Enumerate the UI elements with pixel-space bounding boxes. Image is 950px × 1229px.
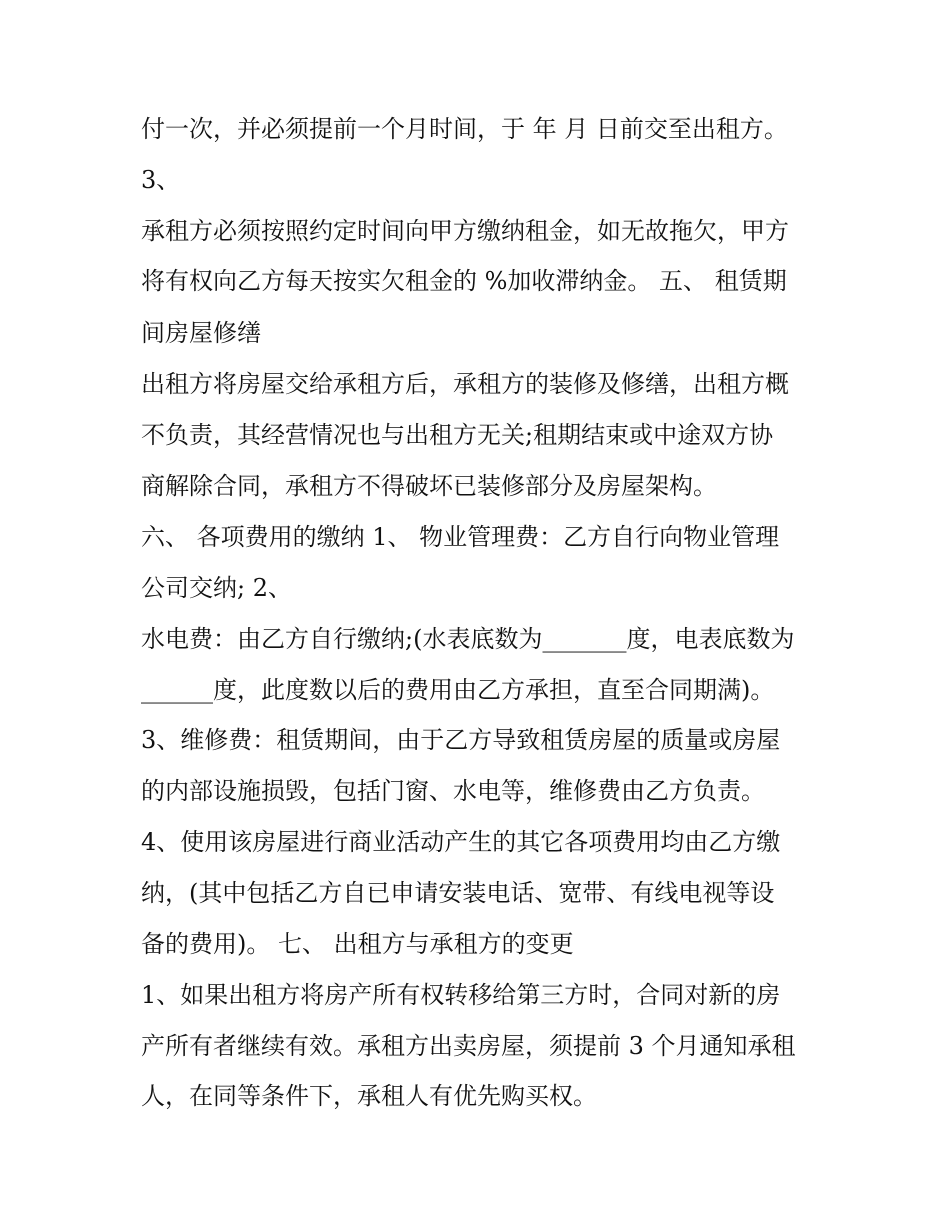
text-line-17: 备的费用)。 七、 出租方与承租方的变更 <box>141 930 574 958</box>
text-line-12: ______度，此度数以后的费用由乙方承担，直至合同期满)。 <box>141 676 775 704</box>
text-line-11: 水电费：由乙方自行缴纳;(水表底数为_______度，电表底数为 <box>141 625 795 653</box>
text-line-18: 1、如果出租方将房产所有权转移给第三方时，合同对新的房 <box>141 981 781 1009</box>
text-line-8: 商解除合同，承租方不得破坏已装修部分及房屋架构。 <box>141 472 717 500</box>
text-line-19: 产所有者继续有效。承租方出卖房屋，须提前 3 个月通知承租 <box>141 1032 796 1060</box>
text-line-2: 3、 <box>141 166 181 194</box>
text-line-7: 不负责，其经营情况也与出租方无关;租期结束或中途双方协 <box>141 421 774 449</box>
text-line-14: 的内部设施损毁，包括门窗、水电等，维修费由乙方负责。 <box>141 777 765 805</box>
text-line-9: 六、 各项费用的缴纳 1、 物业管理费：乙方自行向物业管理 <box>141 523 780 551</box>
text-line-15: 4、使用该房屋进行商业活动产生的其它各项费用均由乙方缴 <box>141 828 781 856</box>
text-line-6: 出租方将房屋交给承租方后，承租方的装修及修缮，出租方概 <box>141 370 789 398</box>
text-line-13: 3、维修费：租赁期间，由于乙方导致租赁房屋的质量或房屋 <box>141 726 781 754</box>
text-line-4: 将有权向乙方每天按实欠租金的 %加收滞纳金。 五、 租赁期 <box>141 267 787 295</box>
text-line-5: 间房屋修缮 <box>141 319 261 347</box>
text-line-20: 人，在同等条件下，承租人有优先购买权。 <box>141 1082 597 1110</box>
text-line-1: 付一次，并必须提前一个月时间，于 年 月 日前交至出租方。 <box>141 115 788 143</box>
text-line-3: 承租方必须按照约定时间向甲方缴纳租金，如无故拖欠，甲方 <box>141 217 789 245</box>
text-line-10: 公司交纳; 2、 <box>141 574 292 602</box>
text-line-16: 纳，(其中包括乙方自已申请安装电话、宽带、有线电视等设 <box>141 879 775 907</box>
